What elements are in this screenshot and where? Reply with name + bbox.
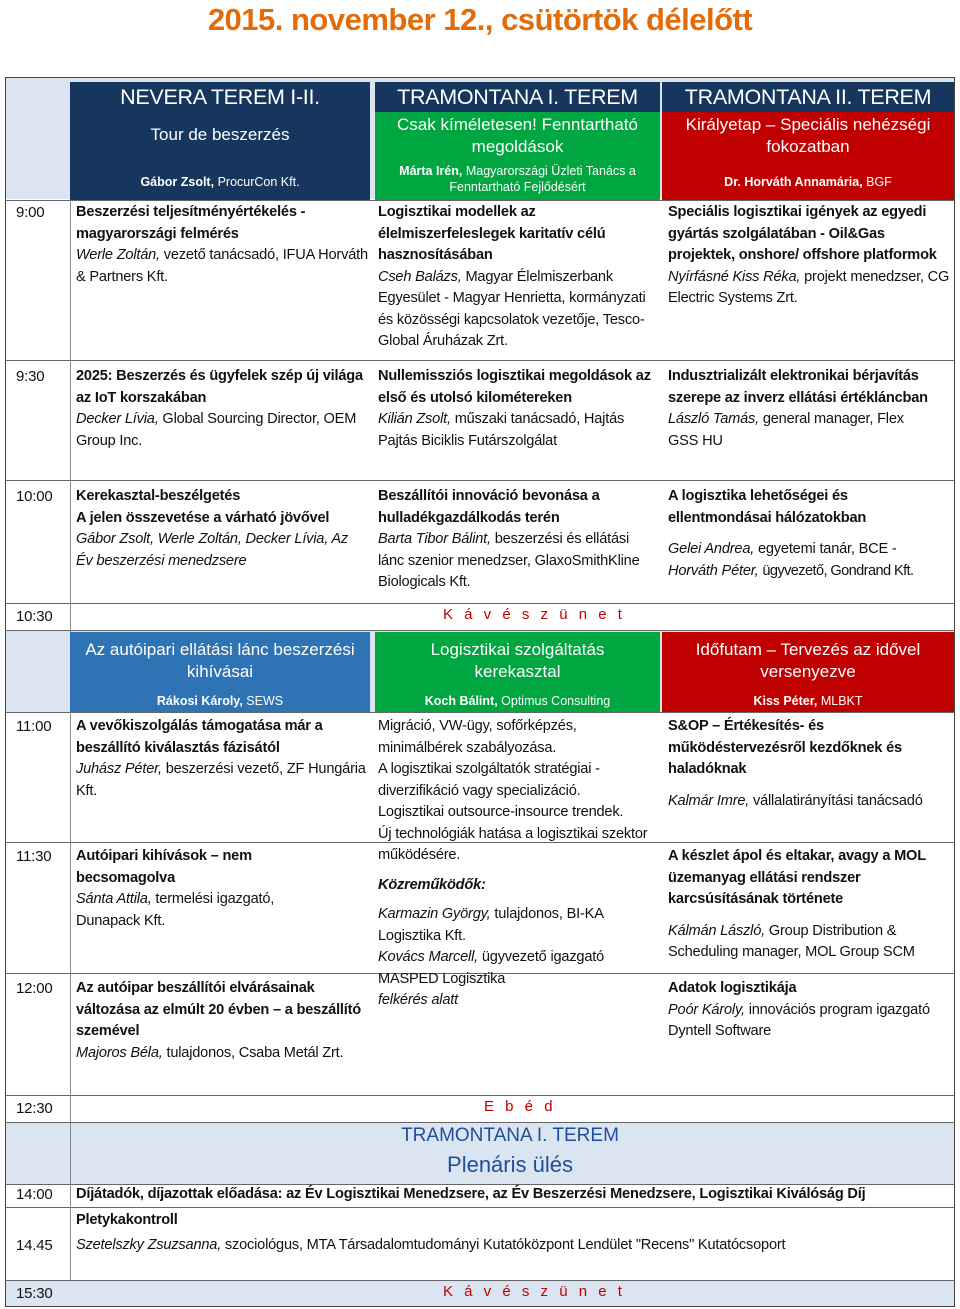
talk-9-00-col3: Speciális logisztikai igények az egyedi gyártás szolgálatában - Oil&Gas projektek, onshore/ offshore platformok Nyírfásné Kiss Réka, projekt menedzser, CG Electric Systems Zrt. [668, 204, 950, 306]
separator [5, 630, 955, 631]
separator [5, 200, 955, 201]
talk-11-30-col3: A készlet ápol és eltakar, avagy a MOL üzemanyag ellátási rendszer karcsúsításának története Kálmán László, Group Distribution & Scheduling manager, MOL Group SCM [668, 848, 926, 960]
talk-12-00-col3: Adatok logisztikája Poór Károly, innovációs program igazgató Dyntell Software [668, 980, 930, 1039]
plenary-item-1: Díjátadók, díjazottak előadása: az Év Logisztikai Menedzsere, az Év Beszerzési Menedzsere, Logisztikai Kiválóság Díj [76, 1186, 866, 1202]
roundtable-topics: Migráció, VW-ügy, sofőrképzés, minimálbérek szabályozása. A logisztikai szolgáltatók stratégiai - diverzifikáció vagy specializáció. Logisztikai outsource-insource trendek. Új technológiák hatása a logisztikai szektor működésére. Közreműködők: Karmazin György, tulajdonos, BI-KA Logisztika Kft. Kovács Marcell, ügyvezető igazgató MASPED Logisztika felkérés alatt [378, 718, 648, 1008]
talk-10-00-col1: Kerekasztal-beszélgetés A jelen összevetése a várható jövővel Gábor Zsolt, Werle Zoltán, Decker Lívia, Az Év beszerzési menedzsere [76, 488, 349, 569]
room-header-3: TRAMONTANA II. TEREM [662, 82, 954, 112]
time-column-divider [70, 200, 71, 1280]
session2-chair-1: Rákosi Károly, SEWS [70, 690, 370, 712]
talk-10-00-col3: A logisztika lehetőségei és ellentmondásai hálózatokban Gelei Andrea, egyetemi tanár, BCE - Horváth Péter, ügyvezető, Gondrand Kft. [668, 488, 914, 579]
lunch-label: E b é d [484, 1098, 557, 1115]
talk-9-30-col2: Nullemissziós logisztikai megoldások az első és utolsó kilométereken Kilián Zsolt, műszaki tanácsadó, Hajtás Pajtás Biciklis Futárszolgálat [378, 368, 651, 449]
talk-9-00-col1: Beszerzési teljesítményértékelés - magyarországi felmérés Werle Zoltán, vezető tanácsadó, IFUA Horváth & Partners Kft. [76, 204, 368, 285]
time-10-00: 10:00 [16, 488, 53, 505]
time-14-45: 14.45 [16, 1237, 53, 1254]
plenary-item-2: Pletykakontroll Szetelszky Zsuzsanna, szociológus, MTA Társadalomtudományi Kutatóközpont Lendület "Recens" Kutatócsoport [76, 1212, 786, 1253]
talk-9-00-col2: Logisztikai modellek az élelmiszerfeleslegek karitatív célú hasznosításában Cseh Balázs, Magyar Élelmiszerbank Egyesület - Magyar Henrietta, kormányzati és közösségi kapcsolatok vezetője, Tesco-Global Áruházak Zrt. [378, 204, 646, 349]
talk-11-00-col1: A vevőkiszolgálás támogatása már a beszállító kiválasztás fázisától Juhász Péter, beszerzési vezető, ZF Hungária Kft. [76, 718, 366, 799]
time-12-00: 12:00 [16, 980, 53, 997]
separator [5, 1122, 955, 1123]
time-9-00: 9:00 [16, 204, 45, 221]
talk-9-30-col1: 2025: Beszerzés és ügyfelek szép új világa az IoT korszakában Decker Lívia, Global Sourcing Director, OEM Group Inc. [76, 368, 363, 449]
session1-chair-3: Dr. Horváth Annamária, BGF [662, 160, 954, 200]
session1-title-1: Tour de beszerzés [70, 112, 370, 158]
separator [5, 712, 955, 713]
session1-title-3: Királyetap – Speciális nehézségi fokozatban [662, 112, 954, 160]
talk-10-00-col2: Beszállítói innováció bevonása a hulladékgazdálkodás terén Barta Tibor Bálint, beszerzési és ellátási lánc szenior menedzser, GlaxoSmithKline Biologicals Kft. [378, 488, 640, 590]
session2-title-3: Időfutam – Tervezés az idővel versenyezve [662, 632, 954, 690]
talk-9-30-col3: Indusztrializált elektronikai bérjavítás szerepe az inverz ellátási értékláncban László Tamás, general manager, Flex GSS HU [668, 368, 928, 449]
talk-11-00-col3: S&OP – Értékesítés- és működéstervezésről kezdőknek és haladóknak Kalmár Imre, vállalatirányítási tanácsadó [668, 718, 923, 809]
separator [5, 1280, 955, 1281]
coffee-break-label: K á v é s z ü n e t [443, 606, 626, 623]
page-title: 2015. november 12., csütörtök délelőtt [207, 2, 753, 37]
talk-12-00-col1: Az autóipar beszállítói elvárásainak változása az elmúlt 20 évben – a beszállító szemével Majoros Béla, tulajdonos, Csaba Metál Zrt. [76, 980, 362, 1061]
plenary-title: Plenáris ülés [447, 1152, 573, 1177]
session1-title-2: Csak kíméletesen! Fenntartható megoldások [375, 112, 660, 160]
time-15-30: 15:30 [16, 1285, 53, 1302]
room-header-2: TRAMONTANA I. TEREM [375, 82, 660, 112]
separator [5, 1207, 955, 1208]
time-14-00: 14:00 [16, 1186, 53, 1203]
separator [5, 603, 955, 604]
time-9-30: 9:30 [16, 368, 45, 385]
session2-chair-2: Koch Bálint, Optimus Consulting [375, 690, 660, 712]
separator [5, 1095, 955, 1096]
time-12-30: 12:30 [16, 1100, 53, 1117]
separator [5, 360, 955, 361]
session2-chair-3: Kiss Péter, MLBKT [662, 690, 954, 712]
session1-chair-2: Márta Irén, Magyarországi Üzleti Tanács a Fenntartható Fejlődésért [375, 160, 660, 200]
plenary-room: TRAMONTANA I. TEREM [401, 1125, 619, 1146]
session2-title-2: Logisztikai szolgáltatás kerekasztal [375, 632, 660, 690]
session2-title-1: Az autóipari ellátási lánc beszerzési kihívásai [70, 632, 370, 690]
separator [5, 480, 955, 481]
talk-11-30-col1: Autóipari kihívások – nem becsomagolva Sánta Attila, termelési igazgató, Dunapack Kft. [76, 848, 275, 929]
time-11-00: 11:00 [16, 718, 52, 735]
time-10-30: 10:30 [16, 608, 53, 625]
coffee-break-2-label: K á v é s z ü n e t [443, 1283, 626, 1300]
room-header-1: NEVERA TEREM I-II. [70, 82, 370, 112]
session1-chair-1: Gábor Zsolt, ProcurCon Kft. [70, 158, 370, 200]
time-11-30: 11:30 [16, 848, 52, 865]
